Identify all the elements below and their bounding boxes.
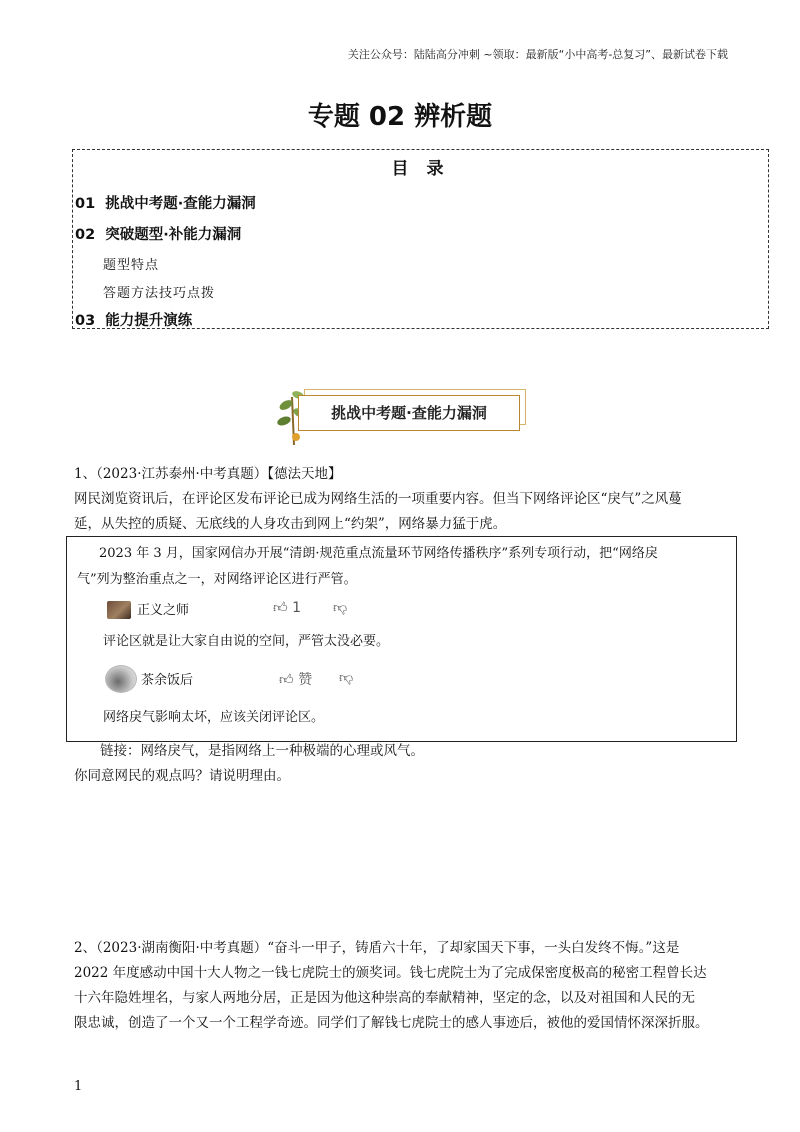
material-box <box>66 536 737 742</box>
toc-item-label: 突破题型·补能力漏洞 <box>105 227 242 243</box>
like-button[interactable] <box>273 599 301 616</box>
toc-item-02[interactable] <box>75 223 241 244</box>
question-2-line-4: 限忠诚，创造了一个又一个工程学奇迹。同学们了解钱七虎院士的感人事迹后，被他的爱国情怀深深折服。 <box>74 1015 709 1031</box>
question-2-line-3: 十六年隐姓埋名，与家人两地分居，正是因为他这种崇高的奉献精神，坚定的念，以及对祖国和人民的无 <box>74 990 695 1006</box>
link-note: 链接：网络戾气，是指网络上一种极端的心理或风气。 <box>100 743 424 759</box>
comment-1-text: 评论区就是让大家自由说的空间，严管太没必要。 <box>103 634 390 649</box>
thumbs-up-icon: 👍︎ <box>273 600 288 616</box>
toc-item-01[interactable] <box>75 192 256 213</box>
avatar <box>105 665 137 693</box>
toc-subitem-methods[interactable]: 答题方法技巧点拨 <box>103 286 216 301</box>
page-number: 1 <box>74 1079 83 1094</box>
material-line-1: 2023 年 3 月，国家网信办开展“清朗·规范重点流量环节网络传播秩序”系列专项行动，把“网络戾 <box>99 546 658 561</box>
dislike-button[interactable] <box>333 599 347 616</box>
toc-item-label: 挑战中考题·查能力漏洞 <box>105 196 256 212</box>
table-of-contents <box>72 149 769 329</box>
like-label: 赞 <box>298 672 313 688</box>
banner-label: 挑战中考题·查能力漏洞 <box>331 404 487 422</box>
question-1-intro-line-2: 延，从失控的质疑、无底线的人身攻击到网上“约架”，网络暴力猛于虎。 <box>74 516 507 532</box>
header-note: 关注公众号：陆陆高分冲刺 ~领取：最新版“小中高考-总复习”、最新试卷下载 <box>347 48 728 61</box>
toc-item-03[interactable] <box>75 309 192 330</box>
toc-item-number: 01 <box>75 196 96 212</box>
question-1-label: 1、（2023·江苏泰州·中考真题）【德法天地】 <box>74 466 342 482</box>
toc-item-label: 能力提升演练 <box>105 313 193 329</box>
avatar <box>107 601 131 619</box>
question-2-line-2: 2022 年度感动中国十大人物之一钱七虎院士的颁奖词。钱七虎院士为了完成保密度极高的秘密工程曾长达 <box>74 965 707 981</box>
section-banner <box>272 387 524 443</box>
thumbs-up-icon: 👍︎ <box>279 672 294 688</box>
dislike-button[interactable] <box>339 669 353 686</box>
toc-item-number: 02 <box>75 227 96 243</box>
page-title: 专题 02 辨析题 <box>307 102 493 132</box>
thumbs-down-icon: 👎︎ <box>339 670 354 686</box>
toc-subitem-features[interactable]: 题型特点 <box>103 258 160 273</box>
material-line-2: 气”列为整治重点之一，对网络评论区进行严管。 <box>77 572 357 587</box>
question-1-ask: 你同意网民的观点吗？请说明理由。 <box>74 768 290 784</box>
toc-title: 目 录 <box>391 159 450 179</box>
question-1-intro-line-1: 网民浏览资讯后，在评论区发布评论已成为网络生活的一项重要内容。但当下网络评论区“戾气”之风蔓 <box>74 491 682 507</box>
comment-user-name: 茶余饭后 <box>141 673 194 688</box>
comment-user-name: 正义之师 <box>137 603 190 618</box>
comment-2-text: 网络戾气影响太坏，应该关闭评论区。 <box>103 710 325 725</box>
thumbs-down-icon: 👎︎ <box>333 600 348 616</box>
question-2-line-1: 2、（2023·湖南衡阳·中考真题）“奋斗一甲子，铸盾六十年，了却家国天下事，一头白发终不悔。”这是 <box>74 940 680 956</box>
toc-item-number: 03 <box>75 313 96 329</box>
like-button[interactable] <box>279 669 312 689</box>
like-count: 1 <box>292 600 302 616</box>
